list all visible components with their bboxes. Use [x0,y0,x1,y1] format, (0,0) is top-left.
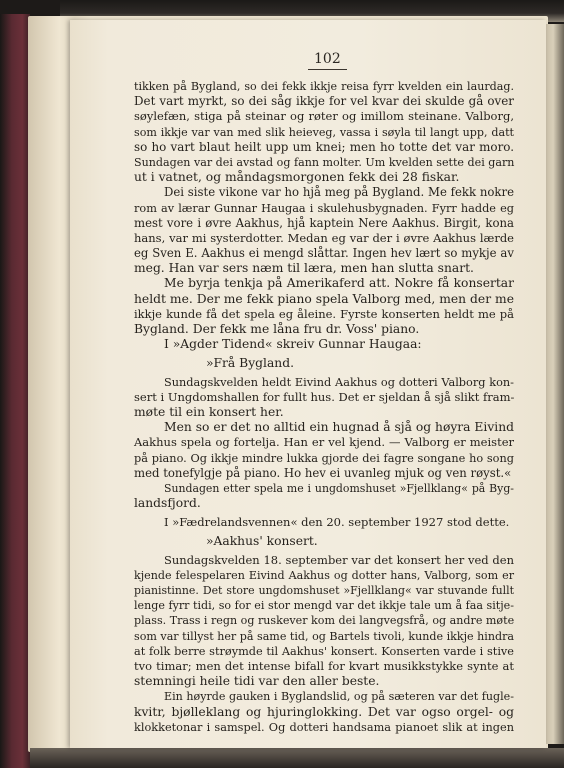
text-line: so ho vart blaut heilt upp um knei; men ho totte det var moro. [134,139,514,154]
text-line: heldt me. Der me fekk piano spela Valborg med, men der me [134,291,514,306]
text-line: I »Agder Tidend« skreiv Gunnar Haugaa: [164,337,422,352]
text-line: stemningi heile tidi var den aller beste. [134,674,380,689]
page-edge-right [546,24,564,744]
page-number-text: 102 [308,50,347,70]
text-line: ut i vatnet, og måndagsmorgonen fekk dei 28 fiskar. [134,170,460,185]
text-line: klokketonar i samspel. Og dotteri handsama pianoet slik at ingen [134,720,514,734]
text-line: med tonefylgje på piano. Ho hev ei uvanleg mjuk og ven røyst.« [134,465,512,480]
text-line: Sundagskvelden heldt Eivind Aakhus og dotteri Valborg kon- [164,375,514,389]
text-line: som ikkje var van med slik heieveg, vassa i søyla til langt upp, datt [134,125,514,139]
text-line: mest vore i øvre Aakhus, hjå kaptein Nere Aakhus. Birgit, kona [134,215,514,230]
text-line: på piano. Og ikkje mindre lukka gjorde dei fagre songane ho song [134,451,514,465]
text-line: lenge fyrr tidi, so for ei stor mengd var det ikkje tale um å faa sitje- [134,599,514,613]
text-line: landsfjord. [134,496,201,511]
quote-heading: »Frå Bygland. [206,356,294,371]
text-line: som var tillyst her på same tid, og Bartels tivoli, kunde ikkje hindra [134,629,514,643]
text-line: Aakhus spela og fortelja. Han er vel kjend. — Valborg er meister [134,435,514,450]
page-number [260,50,400,70]
text-line: hans, var mi systerdotter. Medan eg var der i øvre Aakhus lærde [134,230,514,245]
text-line: eg Sven E. Aakhus ei mengd slåttar. Ingen hev lært so mykje av [134,246,514,261]
quote-heading: »Aakhus' konsert. [206,534,318,549]
text-line: plass. Trass i regn og ruskever kom dei langvegsfrå, og andre møte [134,614,515,628]
text-line: rom av lærar Gunnar Haugaa i skulehusbygnaden. Fyrr hadde eg [134,201,514,215]
text-line: Sundagskvelden 18. september var det konsert her ved den [164,552,514,567]
text-line: Sundagen var dei avstad og fann molter. Um kvelden sette dei garn [134,155,515,169]
text-line: møte til ein konsert her. [134,404,284,419]
text-line: I »Fædrelandsvennen« den 20. september 1927 stod dette. [164,515,510,530]
text-line: Det vart myrkt, so dei såg ikkje for vel kvar dei skulde gå over [134,94,514,109]
text-line: sert i Ungdomshallen for fullt hus. Det er sjeldan å sjå slikt fram- [134,389,515,404]
text-line: kjende felespelaren Eivind Aakhus og dotter hans, Valborg, som er [134,568,514,582]
text-line: Men so er det no alltid ein hugnad å sjå og høyra Eivind [164,420,515,435]
text-line: Dei siste vikone var ho hjå meg på Bygland. Me fekk nokre [164,185,514,200]
page-edge-bottom [30,748,564,768]
text-line: kvitr, bjølleklang og hjuringlokking. Det var ogso orgel- og [134,704,514,719]
text-line: pianistinne. Det store ungdomshuset »Fjellklang« var stuvande fullt [134,584,514,597]
text-line: ikkje kunde få det spela eg åleine. Fyrste konserten heldt me på [134,306,514,321]
text-line: meg. Han var sers næm til læra, men han slutta snart. [134,261,474,276]
text-line: tvo timar; men det intense bifall for kvart musikkstykke synte at [134,658,514,673]
page-text [134,79,514,735]
text-line: at folk berre strøymde til Aakhus' konsert. Konserten varde i stive [134,644,514,658]
text-line: søylefæn, stiga på steinar og røter og imillom steinane. Valborg, [134,109,514,124]
book-cover-spine [0,14,30,768]
text-line: Sundagen etter spela me i ungdomshuset »Fjellklang« på Byg- [164,481,514,495]
text-line: Ein høyrde gauken i Byglandslid, og på sæteren var det fugle- [164,690,514,704]
text-line: Bygland. Der fekk me låna fru dr. Voss' piano. [134,322,420,336]
text-line: Me byrja tenkja på Amerikaferd att. Nokre få konsertar [164,276,514,291]
text-line: tikken på Bygland, so dei fekk ikkje reisa fyrr kvelden ein laurdag. [134,80,514,93]
